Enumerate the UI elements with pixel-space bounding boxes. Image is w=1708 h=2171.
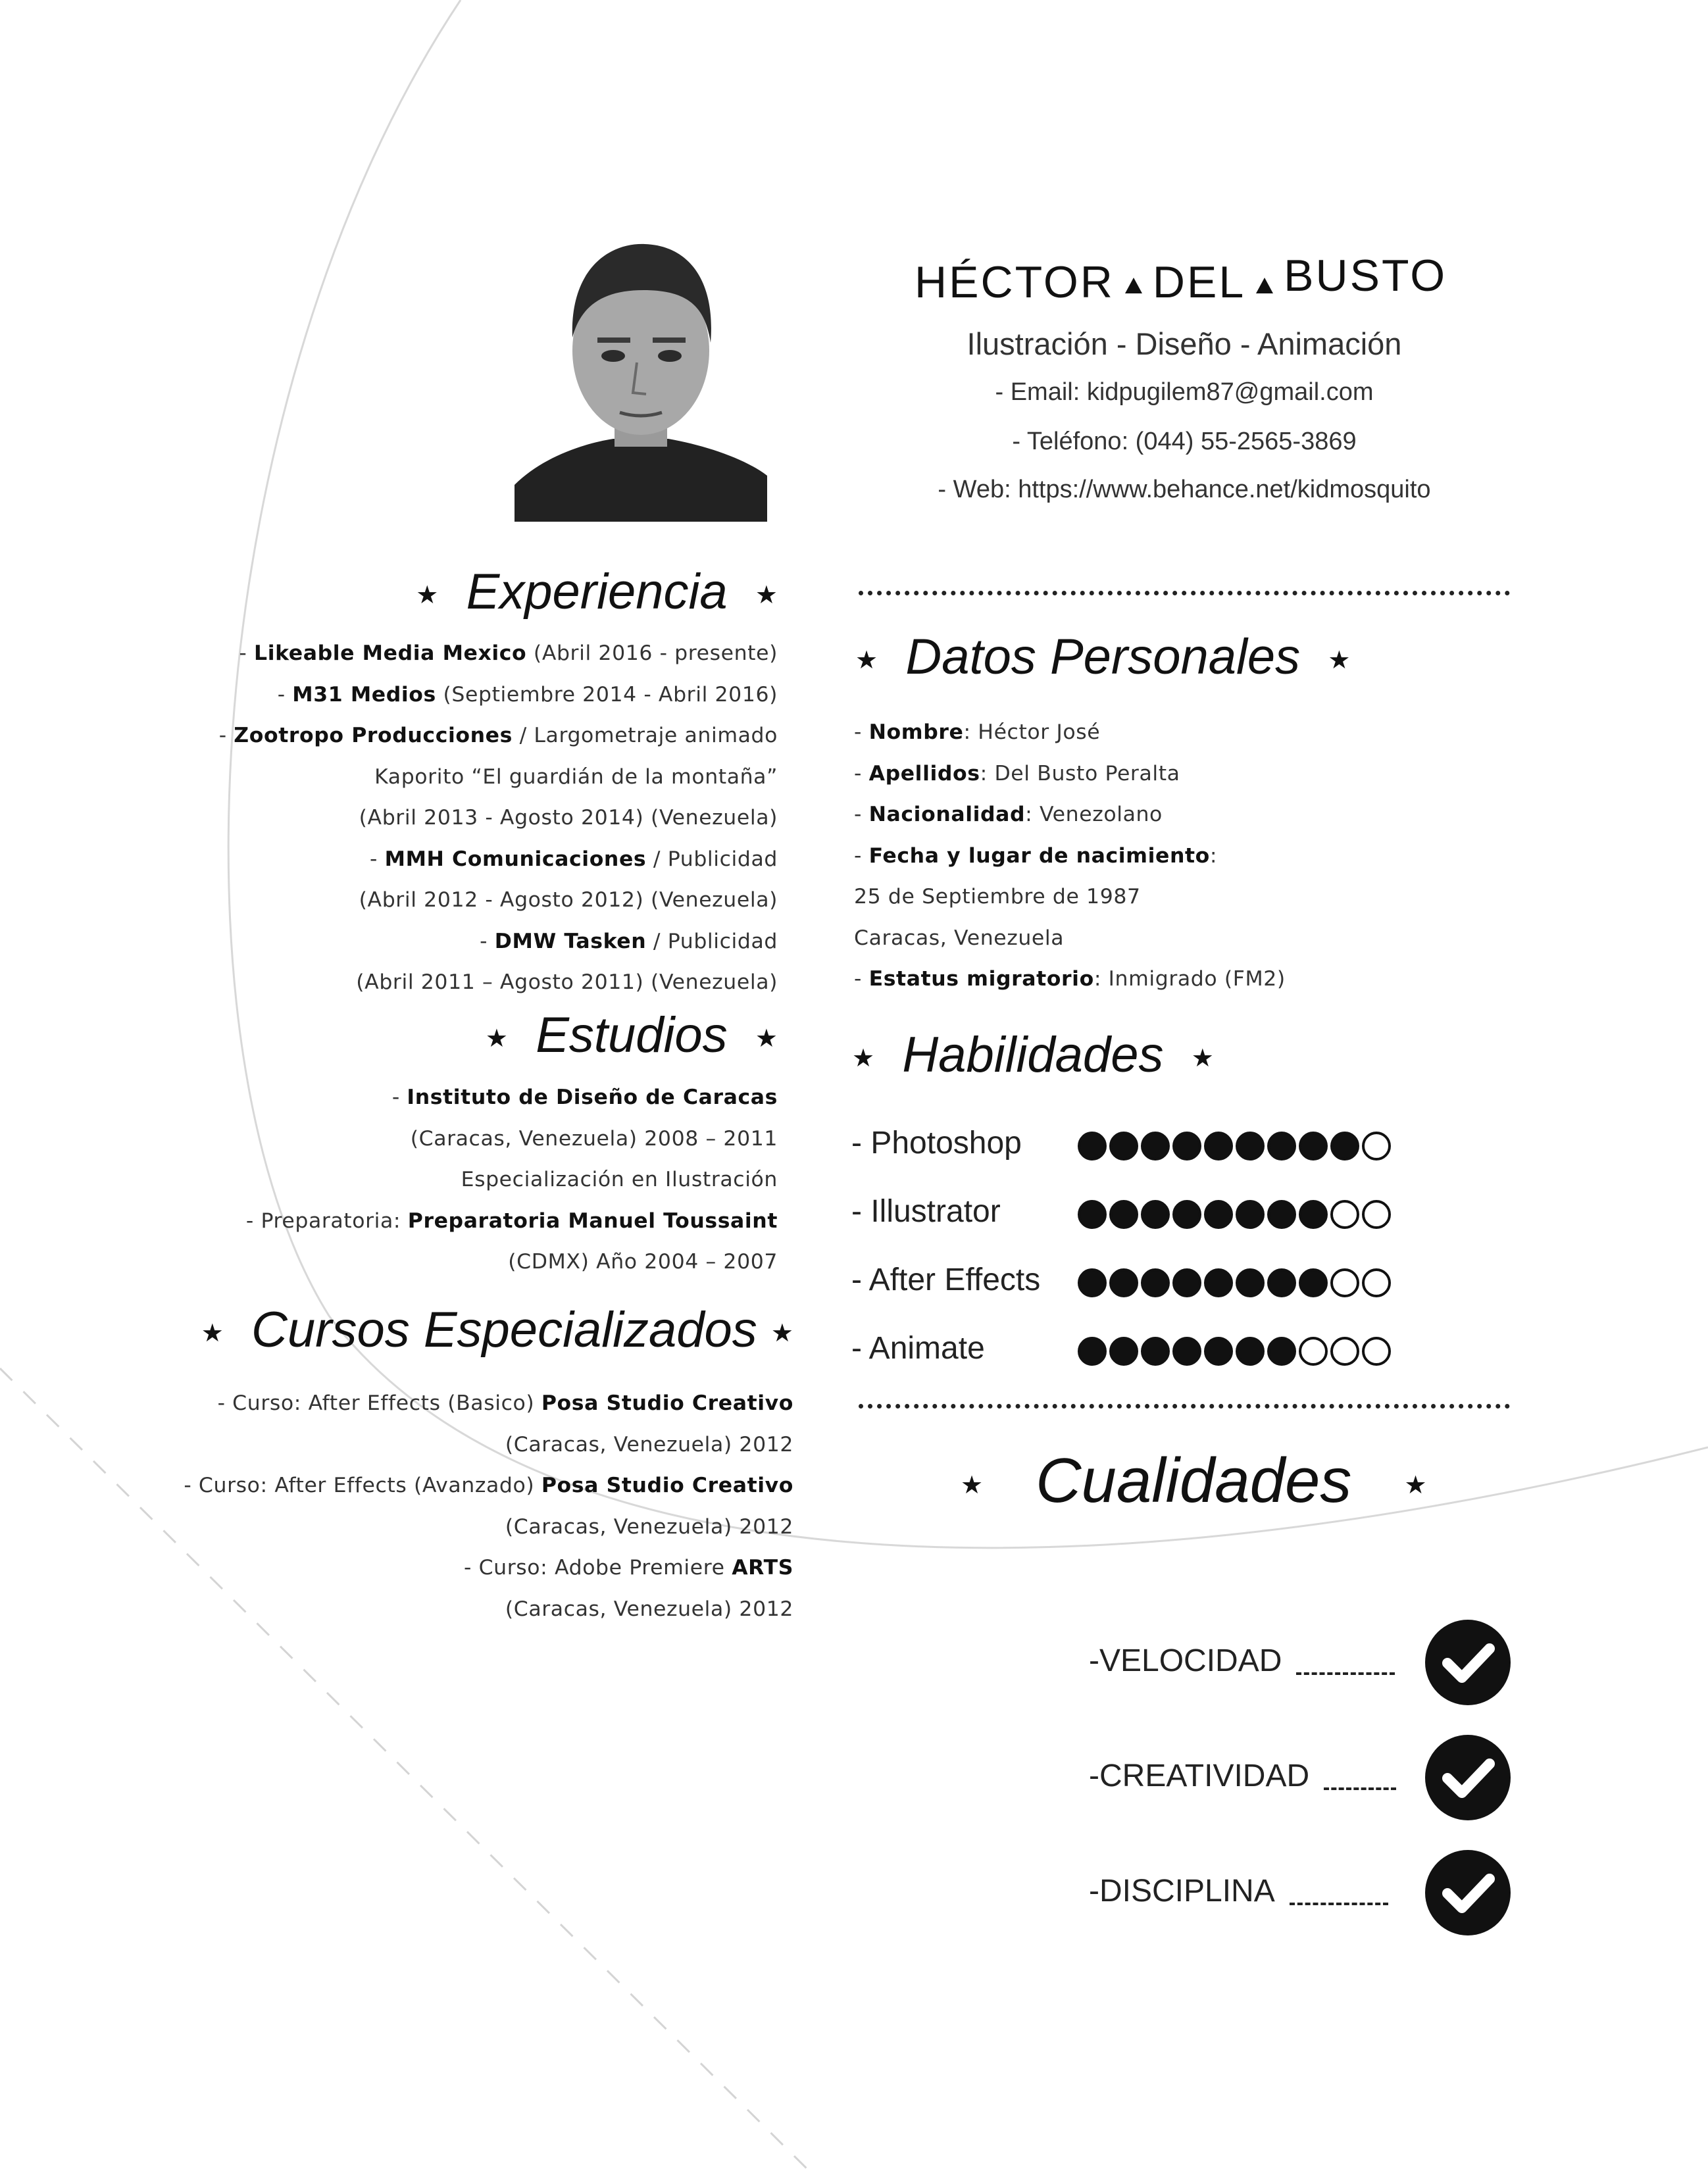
- filled-dot-icon: [1109, 1268, 1138, 1297]
- empty-dot-icon: [1362, 1337, 1391, 1366]
- quality-item: [1089, 1758, 1396, 1794]
- experience-line: [374, 765, 778, 789]
- line-post: (Abril 2012 - Agosto 2012) (Venezuela): [359, 888, 778, 912]
- star-icon: ★: [755, 582, 778, 610]
- filled-dot-icon: [1330, 1132, 1359, 1160]
- line-pre: -: [391, 1086, 407, 1109]
- filled-dot-icon: [1109, 1337, 1138, 1366]
- line-pre: -: [277, 682, 293, 707]
- filled-dot-icon: [1299, 1200, 1328, 1229]
- section-title-cursos: ★ Cursos Especializados ★: [201, 1302, 793, 1358]
- line-post: (CDMX) Año 2004 – 2007: [508, 1250, 778, 1274]
- line-bold: Posa Studio Creativo: [541, 1391, 793, 1415]
- line-pre: -: [854, 803, 869, 826]
- subtitle: Ilustración - Diseño - Animación: [967, 326, 1402, 361]
- line-post: (Abril 2011 – Agosto 2011) (Venezuela): [356, 970, 778, 994]
- skill-rating: [1078, 1132, 1391, 1160]
- check-circle-icon: [1425, 1850, 1511, 1935]
- experience-line: [359, 888, 778, 912]
- section-title-cualidades: ★ Cualidades ★: [961, 1445, 1427, 1516]
- experience-line: [370, 847, 778, 871]
- empty-dot-icon: [1362, 1200, 1391, 1229]
- line-post: 25 de Septiembre de 1987: [854, 885, 1141, 909]
- filled-dot-icon: [1109, 1200, 1138, 1229]
- line-bold: DMW Tasken: [494, 929, 647, 953]
- line-post: Especialización en Ilustración: [461, 1168, 778, 1191]
- email-link[interactable]: - Email: kidpugilem87@gmail.com: [995, 378, 1374, 406]
- course-line: [505, 1597, 793, 1621]
- filled-dot-icon: [1078, 1268, 1107, 1297]
- star-icon: ★: [1404, 1472, 1427, 1500]
- line-bold: Instituto de Diseño de Caracas: [407, 1086, 778, 1109]
- star-icon: ★: [855, 647, 878, 675]
- line-bold: Likeable Media Mexico: [254, 641, 527, 665]
- personal-data-line: [854, 762, 1180, 786]
- filled-dot-icon: [1078, 1337, 1107, 1366]
- line-bold: MMH Comunicaciones: [384, 847, 647, 871]
- empty-dot-icon: [1362, 1268, 1391, 1297]
- skill-rating: [1078, 1337, 1391, 1366]
- line-post: / Largometraje animado: [512, 724, 778, 747]
- line-bold: Nacionalidad: [868, 803, 1026, 826]
- quality-label: -DISCIPLINA: [1089, 1874, 1275, 1909]
- filled-dot-icon: [1141, 1132, 1170, 1160]
- section-title-experiencia: ★ Experiencia ★: [416, 564, 778, 620]
- filled-dot-icon: [1204, 1268, 1233, 1297]
- line-bold: M31 Medios: [292, 682, 436, 707]
- filled-dot-icon: [1204, 1132, 1233, 1160]
- empty-dot-icon: [1362, 1132, 1391, 1160]
- line-post: :: [1209, 843, 1218, 868]
- line-post: Kaporito “El guardián de la montaña”: [374, 764, 778, 789]
- filled-dot-icon: [1141, 1200, 1170, 1229]
- empty-dot-icon: [1330, 1268, 1359, 1297]
- personal-data-line: [854, 967, 1286, 991]
- star-icon: ★: [852, 1045, 875, 1073]
- line-bold: Posa Studio Creativo: [541, 1474, 793, 1497]
- skill-label: - Illustrator: [851, 1194, 1001, 1229]
- skill-label: - Animate: [851, 1331, 985, 1366]
- experience-line: [480, 930, 778, 953]
- filled-dot-icon: [1172, 1268, 1201, 1297]
- line-pre: -: [218, 724, 234, 747]
- triangle-up-icon: [1256, 278, 1273, 293]
- skill-label: - After Effects: [851, 1262, 1041, 1297]
- skill-rating: [1078, 1200, 1391, 1229]
- line-bold: Nombre: [868, 720, 964, 744]
- section-title-habilidades: ★ Habilidades ★: [852, 1027, 1214, 1083]
- filled-dot-icon: [1078, 1200, 1107, 1229]
- line-bold: Preparatoria Manuel Toussaint: [407, 1209, 778, 1233]
- education-line: [508, 1250, 778, 1274]
- line-pre: - Preparatoria:: [245, 1209, 408, 1233]
- portrait-icon: [515, 227, 767, 522]
- filled-dot-icon: [1299, 1268, 1328, 1297]
- line-post: (Septiembre 2014 - Abril 2016): [436, 682, 778, 707]
- check-circle-icon: [1425, 1735, 1511, 1820]
- quality-item: [1089, 1873, 1388, 1909]
- course-line: [505, 1433, 793, 1457]
- quality-item: [1089, 1643, 1395, 1679]
- skill-label: - Photoshop: [851, 1126, 1022, 1160]
- line-pre: -: [854, 967, 869, 991]
- education-line: [392, 1086, 778, 1109]
- filled-dot-icon: [1236, 1268, 1265, 1297]
- star-icon: ★: [416, 582, 439, 610]
- filled-dot-icon: [1236, 1337, 1265, 1366]
- empty-dot-icon: [1330, 1337, 1359, 1366]
- line-post: : Héctor José: [963, 720, 1101, 744]
- line-pre: - Curso: After Effects (Basico): [217, 1391, 541, 1415]
- empty-dot-icon: [1330, 1200, 1359, 1229]
- triangle-up-icon: [1125, 278, 1142, 293]
- check-circle-icon: [1425, 1620, 1511, 1705]
- personal-data-line: [854, 885, 1141, 909]
- star-icon: ★: [961, 1472, 984, 1500]
- star-icon: ★: [485, 1025, 508, 1053]
- experience-line: [219, 724, 778, 747]
- filled-dot-icon: [1204, 1200, 1233, 1229]
- experience-line: [356, 970, 778, 994]
- course-line: [218, 1391, 793, 1415]
- first-name: HÉCTOR: [915, 257, 1115, 307]
- education-line: [246, 1209, 778, 1233]
- filled-dot-icon: [1267, 1337, 1296, 1366]
- experience-line: [359, 806, 778, 830]
- filled-dot-icon: [1078, 1132, 1107, 1160]
- line-bold: ARTS: [732, 1556, 793, 1580]
- personal-data-line: [854, 803, 1163, 826]
- course-line: [184, 1474, 793, 1497]
- filled-dot-icon: [1172, 1337, 1201, 1366]
- filled-dot-icon: [1204, 1337, 1233, 1366]
- line-post: / Publicidad: [646, 847, 778, 871]
- line-pre: -: [480, 929, 495, 953]
- line-post: (Caracas, Venezuela) 2012: [505, 1514, 793, 1539]
- education-line: [411, 1127, 778, 1151]
- course-line: [505, 1515, 793, 1539]
- profile-photo: [515, 227, 767, 522]
- line-post: Caracas, Venezuela: [854, 926, 1065, 950]
- filled-dot-icon: [1267, 1268, 1296, 1297]
- personal-data-line: [854, 720, 1100, 744]
- filled-dot-icon: [1267, 1200, 1296, 1229]
- middle-name: DEL: [1152, 257, 1246, 307]
- experience-line: [239, 641, 778, 665]
- line-post: (Caracas, Venezuela) 2012: [505, 1432, 793, 1457]
- line-post: (Caracas, Venezuela) 2012: [505, 1597, 793, 1621]
- line-bold: Apellidos: [868, 761, 980, 786]
- web-link[interactable]: - Web: https://www.behance.net/kidmosquito: [938, 476, 1431, 503]
- last-name: BUSTO: [1284, 251, 1447, 301]
- empty-dot-icon: [1299, 1337, 1328, 1366]
- line-bold: Zootropo Producciones: [234, 724, 513, 747]
- filled-dot-icon: [1109, 1132, 1138, 1160]
- course-line: [464, 1556, 793, 1580]
- line-bold: Fecha y lugar de nacimiento: [868, 843, 1210, 868]
- star-icon: ★: [770, 1320, 793, 1348]
- filled-dot-icon: [1172, 1132, 1201, 1160]
- section-title-datos: ★ Datos Personales ★: [855, 629, 1351, 685]
- personal-data-line: [854, 926, 1064, 950]
- star-icon: ★: [201, 1320, 224, 1348]
- line-post: (Caracas, Venezuela) 2008 – 2011: [410, 1126, 778, 1151]
- line-post: (Abril 2013 - Agosto 2014) (Venezuela): [359, 806, 778, 830]
- line-pre: -: [854, 720, 869, 744]
- dashed-leader: [1290, 1903, 1388, 1905]
- experience-line: [278, 683, 778, 707]
- line-post: : Inmigrado (FM2): [1093, 967, 1286, 991]
- line-pre: - Curso: Adobe Premiere: [464, 1556, 732, 1580]
- filled-dot-icon: [1267, 1132, 1296, 1160]
- line-pre: -: [239, 641, 255, 665]
- line-pre: -: [370, 847, 385, 871]
- star-icon: ★: [1328, 647, 1351, 675]
- filled-dot-icon: [1236, 1132, 1265, 1160]
- line-post: / Publicidad: [646, 929, 778, 953]
- dashed-leader: [1296, 1672, 1395, 1675]
- dashed-leader: [1324, 1787, 1396, 1790]
- star-icon: ★: [1191, 1045, 1214, 1073]
- filled-dot-icon: [1141, 1268, 1170, 1297]
- skill-rating: [1078, 1268, 1391, 1297]
- dotted-divider-top: [859, 591, 1510, 595]
- quality-label: -VELOCIDAD: [1089, 1643, 1282, 1678]
- dotted-divider-bottom: [859, 1404, 1510, 1409]
- education-line: [461, 1168, 778, 1191]
- filled-dot-icon: [1236, 1200, 1265, 1229]
- section-title-estudios: ★ Estudios ★: [485, 1007, 778, 1063]
- line-pre: -: [854, 843, 869, 868]
- full-name: [915, 251, 1447, 308]
- line-pre: -: [854, 761, 869, 786]
- filled-dot-icon: [1172, 1200, 1201, 1229]
- personal-data-line: [854, 844, 1217, 868]
- line-post: : Venezolano: [1025, 803, 1163, 826]
- line-bold: Estatus migratorio: [868, 967, 1094, 991]
- star-icon: ★: [755, 1025, 778, 1053]
- line-post: (Abril 2016 - presente): [526, 641, 778, 665]
- phone-text: - Teléfono: (044) 55-2565-3869: [1012, 428, 1357, 455]
- line-post: : Del Busto Peralta: [980, 761, 1180, 786]
- quality-label: -CREATIVIDAD: [1089, 1759, 1310, 1793]
- filled-dot-icon: [1141, 1337, 1170, 1366]
- line-pre: - Curso: After Effects (Avanzado): [184, 1474, 541, 1497]
- filled-dot-icon: [1299, 1132, 1328, 1160]
